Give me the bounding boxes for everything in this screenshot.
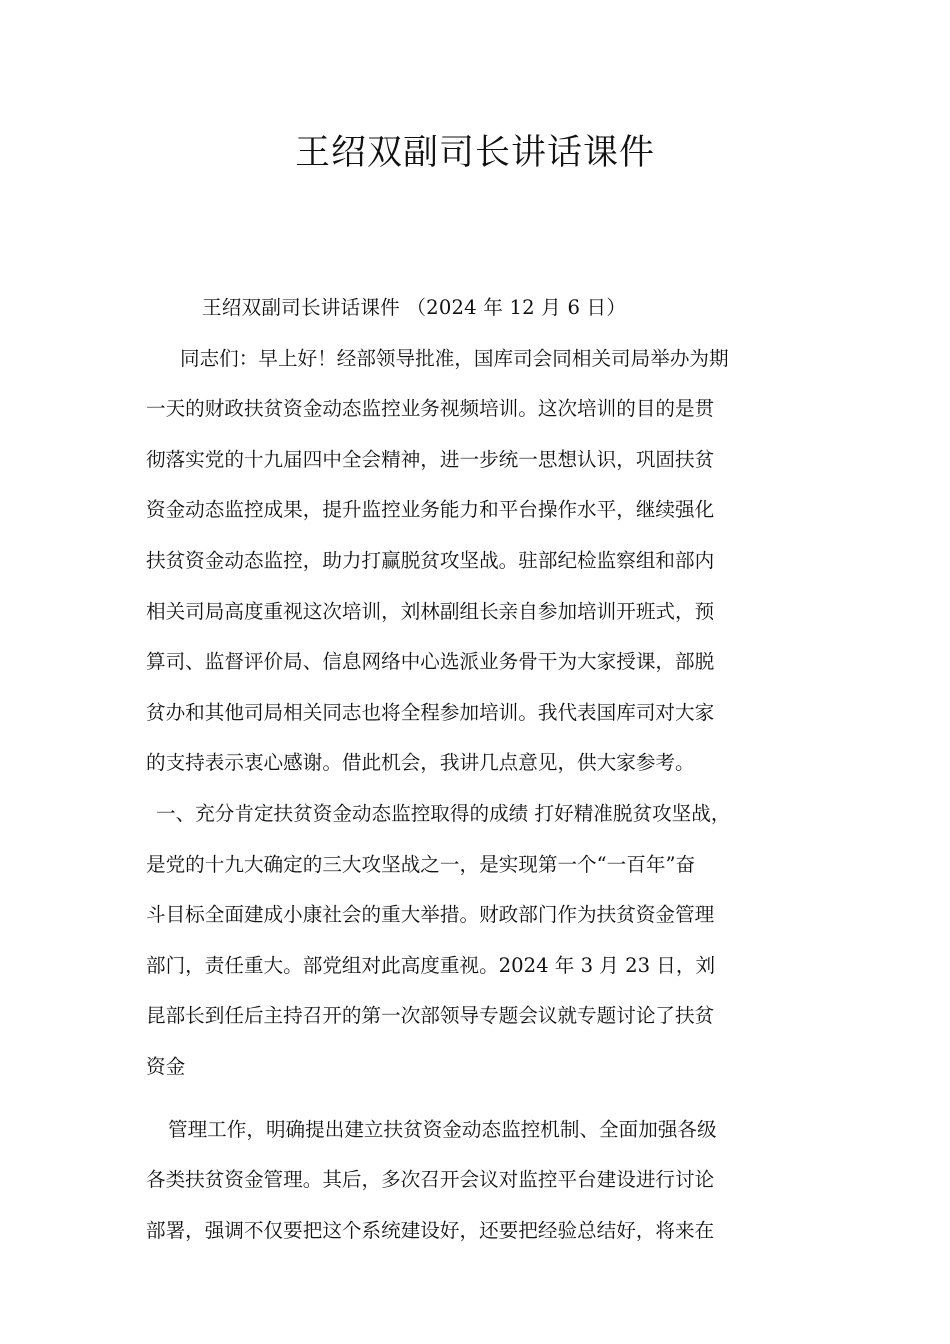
paragraph-line: 同志们：早上好！经部领导批准，国库司会同相关司局举办为期	[180, 346, 729, 370]
paragraph-line: 的支持表示衷心感谢。借此机会，我讲几点意见，供大家参考。	[146, 751, 695, 775]
paragraph-line: 一天的财政扶贫资金动态监控业务视频培训。这次培训的目的是贯	[146, 397, 715, 421]
paragraph-line: 管理工作，明确提出建立扶贫资金动态监控机制、全面加强各级	[168, 1117, 717, 1141]
subtitle-line: 王绍双副司长讲话课件 （2024 年 12 月 6 日）	[202, 296, 627, 319]
section-heading-line: 一、充分肯定扶贫资金动态监控取得的成绩 打好精准脱贫攻坚战，	[156, 801, 731, 825]
paragraph-line: 扶贫资金动态监控，助力打赢脱贫攻坚战。驻部纪检监察组和部内	[146, 548, 715, 572]
paragraph-line: 彻落实党的十九届四中全会精神，进一步统一思想认识，巩固扶贫	[146, 447, 715, 471]
paragraph-line: 资金动态监控成果，提升监控业务能力和平台操作水平，继续强化	[146, 498, 715, 522]
paragraph-line: 昆部长到任后主持召开的第一次部领导专题会议就专题讨论了扶贫	[146, 1004, 715, 1028]
paragraph-line: 部署，强调不仅要把这个系统建设好，还要把经验总结好，将来在	[146, 1218, 715, 1242]
paragraph-gap	[146, 1093, 814, 1105]
paragraph-line: 部门，责任重大。部党组对此高度重视。2024 年 3 月 23 日，刘	[146, 953, 716, 977]
paragraph-line: 相关司局高度重视这次培训，刘林副组长亲自参加培训开班式，预	[146, 599, 715, 623]
paragraph-line: 是党的十九大确定的三大攻坚战之一，是实现第一个“一百年”奋	[146, 852, 696, 876]
document-title: 王绍双副司长讲话课件	[294, 133, 655, 173]
paragraph-line: 各类扶贫资金管理。其后，多次召开会议对监控平台建设进行讨论	[146, 1168, 715, 1192]
paragraph-line: 算司、监督评价局、信息网络中心选派业务骨干为大家授课，部脱	[146, 650, 715, 674]
paragraph-line: 贫办和其他司局相关同志也将全程参加培训。我代表国库司对大家	[146, 700, 715, 724]
document-body	[146, 283, 814, 1256]
paragraph-line: 资金	[146, 1054, 186, 1078]
paragraph-line: 斗目标全面建成小康社会的重大举措。财政部门作为扶贫资金管理	[146, 903, 715, 927]
